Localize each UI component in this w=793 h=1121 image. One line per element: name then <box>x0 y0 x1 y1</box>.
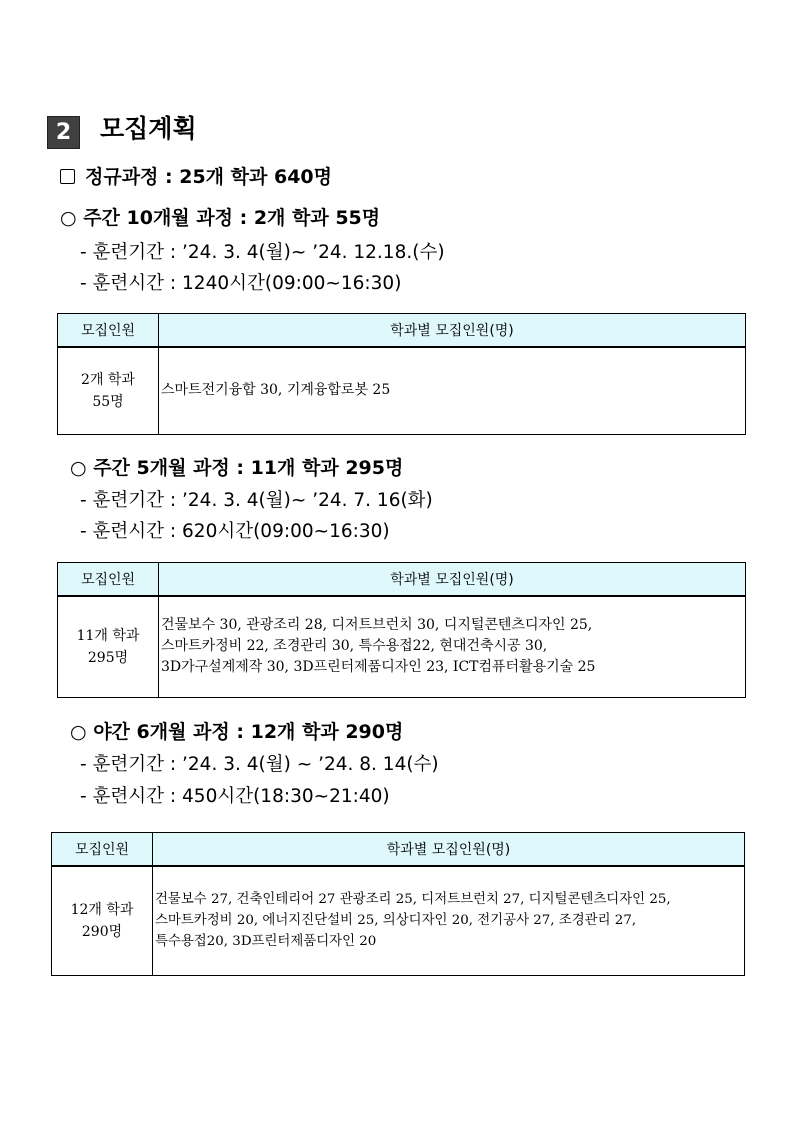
department-line: 건물보수 27, 건축인테리어 27 관광조리 25, 디저트브런치 27, 디지털콘텐츠디자인 25, <box>155 892 671 908</box>
table-row <box>58 596 746 697</box>
col-header-count: 모집인원 <box>58 563 159 597</box>
department-line: 건물보수 30, 관광조리 28, 디저트브런치 30, 디지털콘텐츠디자인 25, <box>161 617 593 634</box>
department-line: 스마트카정비 22, 조경관리 30, 특수용접22, 현대건축시공 30, <box>161 638 548 655</box>
section-number-badge: 2 <box>47 116 80 149</box>
col-header-count: 모집인원 <box>58 314 159 348</box>
count-people: 55명 <box>92 393 124 410</box>
col-header-departments: 학과별 모집인원(명) <box>159 314 746 348</box>
departments-cell <box>159 596 746 697</box>
course-heading-1: ○ 주간 10개월 과정 : 2개 학과 55명 <box>60 207 381 229</box>
count-people: 290명 <box>81 923 123 940</box>
table-header-row <box>58 563 746 597</box>
count-cell <box>58 347 159 434</box>
count-cell <box>58 596 159 697</box>
count-cell <box>52 866 153 975</box>
department-line: 3D가구설계제작 30, 3D프린터제품디자인 23, ICT컴퓨터활용기술 25 <box>161 659 596 676</box>
course-heading-2: ○ 주간 5개월 과정 : 11개 학과 295명 <box>70 457 404 479</box>
course-table-3 <box>51 832 745 976</box>
course-table-1 <box>57 313 746 435</box>
count-people: 295명 <box>87 649 129 666</box>
course-period-3: - 훈련기간 : ’24. 3. 4(월) ~ ’24. 8. 14(수) <box>80 754 439 775</box>
course-hours-1: - 훈련시간 : 1240시간(09:00~16:30) <box>80 273 402 294</box>
course-table-2 <box>57 562 746 698</box>
square-bullet-icon <box>60 169 75 184</box>
departments-cell <box>159 347 746 434</box>
col-header-count: 모집인원 <box>52 833 153 867</box>
summary-text: 정규과정 : 25개 학과 640명 <box>85 166 332 188</box>
table-row <box>58 347 746 434</box>
department-line: 스마트전기융합 30, 기계융합로봇 25 <box>161 382 391 399</box>
course-hours-2: - 훈련시간 : 620시간(09:00~16:30) <box>80 521 390 542</box>
course-heading-3: ○ 야간 6개월 과정 : 12개 학과 290명 <box>70 721 404 743</box>
course-hours-3: - 훈련시간 : 450시간(18:30~21:40) <box>80 786 390 807</box>
table-header-row <box>58 314 746 348</box>
course-period-2: - 훈련기간 : ’24. 3. 4(월)~ ’24. 7. 16(화) <box>80 490 433 511</box>
section-title: 모집계획 <box>100 114 197 143</box>
department-line: 특수용접20, 3D프린터제품디자인 20 <box>155 934 377 950</box>
count-departments: 11개 학과 <box>76 627 140 644</box>
departments-cell <box>153 866 745 975</box>
table-row <box>52 866 745 975</box>
count-departments: 2개 학과 <box>81 371 135 388</box>
course-period-1: - 훈련기간 : ’24. 3. 4(월)~ ’24. 12.18.(수) <box>80 242 445 263</box>
summary-line <box>60 164 332 190</box>
table-header-row <box>52 833 745 867</box>
department-line: 스마트카정비 20, 에너지진단설비 25, 의상디자인 20, 전기공사 27, 조경관리 27, <box>155 913 637 929</box>
col-header-departments: 학과별 모집인원(명) <box>153 833 745 867</box>
col-header-departments: 학과별 모집인원(명) <box>159 563 746 597</box>
count-departments: 12개 학과 <box>70 901 134 918</box>
